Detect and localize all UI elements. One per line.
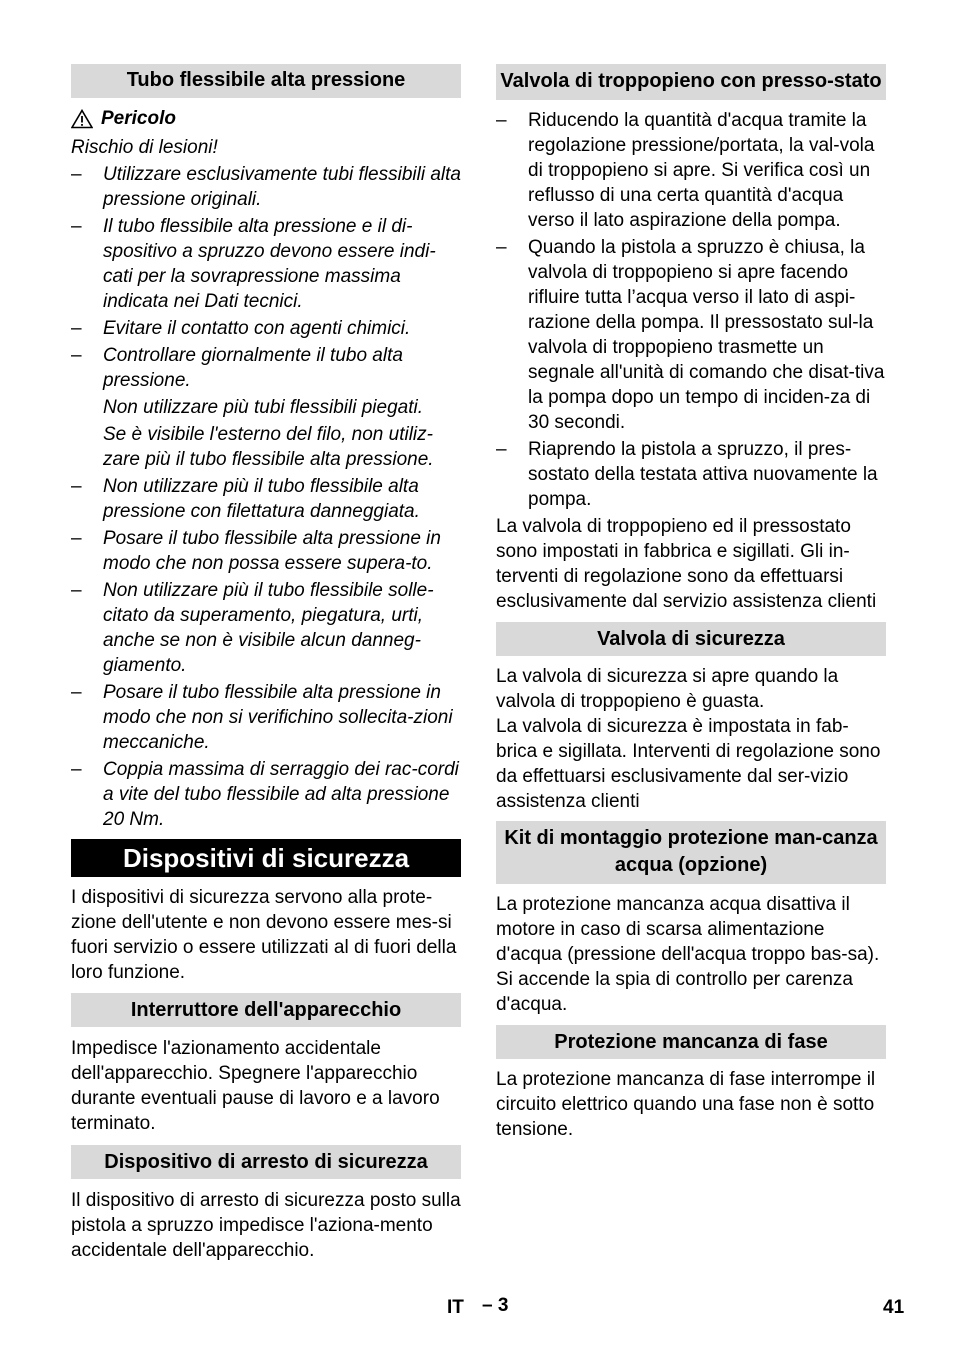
- dash: –: [71, 682, 82, 703]
- list-item: [71, 526, 461, 576]
- page-number: 41: [883, 1297, 905, 1318]
- protezione-fase-text: La protezione mancanza di fase interrompe il circuito elettrico quando una fase non è sotto tensione.: [496, 1069, 876, 1140]
- dash: –: [71, 476, 82, 497]
- heading-tubo-flessibile: Tubo flessibile alta pressione: [71, 64, 461, 98]
- list-item-text: Coppia massima di serraggio dei rac-cordi a vite del tubo flessibile ad alta pressione 20 Nm.: [103, 759, 459, 830]
- kit-text-1: La protezione mancanza acqua disattiva il motore in caso di scarsa alimentazione d'acqua (pressione dell'acqua troppo bas-sa).: [496, 894, 880, 965]
- heading-kit-protezione-acqua: Kit di montaggio protezione man-canza acqua (opzione): [496, 821, 886, 884]
- list-item: [71, 757, 461, 832]
- valvola-sicurezza-text-2: La valvola di sicurezza è impostata in fab-brica e sigillata. Interventi di regolazione sono da effettuarsi esclusivamente dal ser-vizio assistenza clienti: [496, 716, 881, 812]
- list-item: [71, 316, 461, 341]
- list-item: [496, 235, 886, 435]
- list-item-text: Riducendo la quantità d'acqua tramite la regolazione pressione/portata, la val-vola di troppopieno si apre. Si verifica così un reflusso di una certa quantità d'acqua verso il lato aspirazione della pompa.: [528, 110, 875, 231]
- left-column: [71, 64, 461, 1263]
- heading-arresto-sicurezza: Dispositivo di arresto di sicurezza: [71, 1145, 461, 1179]
- list-item-subtext: Non utilizzare più tubi flessibili piegati.: [103, 397, 423, 418]
- list-item-text: Non utilizzare più il tubo flessibile solle-citato da superamento, piegatura, urti, anche se non è visibile alcun danneg-giamento.: [103, 580, 434, 676]
- list-item-text: Quando la pistola a spruzzo è chiusa, la valvola di troppopieno si apre facendo rifluire tutta l’acqua verso il lato di aspi-razione della pompa. Il pressostato sul-la valvola di troppopieno trasmette un segnale all'unità di comando che disat-tiva la pompa dopo un tempo di inciden-za di 30 secondi.: [528, 237, 885, 433]
- heading-interruttore: Interruttore dell'apparecchio: [71, 993, 461, 1027]
- dash: –: [71, 528, 82, 549]
- dash: –: [71, 345, 82, 366]
- dash: –: [71, 318, 82, 339]
- list-item-text: Il tubo flessibile alta pressione e il di-spositivo a spruzzo devono essere indi-cati per la sovrapressione massima indicata nei Dati tecnici.: [103, 216, 436, 312]
- warning-label: [71, 106, 461, 131]
- list-item: [496, 108, 886, 233]
- list-item: [71, 162, 461, 212]
- list-item-text: Riaprendo la pistola a spruzzo, il pres-sostato della testata attiva nuovamente la pompa.: [528, 439, 878, 510]
- dispositivi-text: I dispositivi di sicurezza servono alla prote-zione dell'utente e non devono essere mes-si fuori servizio o essere utilizzati al di fuori della loro funzione.: [71, 887, 457, 983]
- dash: –: [71, 164, 82, 185]
- warning-triangle-icon: [71, 109, 93, 129]
- list-item: [71, 578, 461, 678]
- dash: –: [496, 439, 507, 460]
- warning-text: Rischio di lesioni!: [71, 137, 218, 158]
- list-item: [71, 343, 461, 472]
- list-item-subtext: Se è visibile l'esterno del filo, non utiliz-zare più il tubo flessibile alta pressione.: [103, 424, 434, 470]
- dash: –: [496, 110, 507, 131]
- kit-text-2: Si accende la spia di controllo per carenza d'acqua.: [496, 969, 853, 1015]
- right-column: [496, 64, 886, 1142]
- valvola-troppopieno-list: [496, 108, 886, 512]
- footer-language: IT: [447, 1297, 464, 1318]
- warning-title: Pericolo: [101, 108, 176, 129]
- list-item-text: Posare il tubo flessibile alta pressione in modo che non si verifichino sollecita-zioni meccaniche.: [103, 682, 453, 753]
- list-item: [71, 214, 461, 314]
- list-item: [496, 437, 886, 512]
- valvola-troppopieno-text: La valvola di troppopieno ed il pressostato sono impostati in fabbrica e sigillati. Gli in-terventi di regolazione sono da effettuarsi esclusivamente dal servizio assistenza clienti: [496, 516, 877, 612]
- valvola-sicurezza-text-1: La valvola di sicurezza si apre quando la valvola di troppopieno è guasta.: [496, 666, 839, 712]
- list-item: [71, 680, 461, 755]
- list-item: [71, 474, 461, 524]
- dash: –: [71, 580, 82, 601]
- list-item-text: Controllare giornalmente il tubo alta pressione.: [103, 345, 403, 391]
- dash: –: [71, 216, 82, 237]
- arresto-text: Il dispositivo di arresto di sicurezza posto sulla pistola a spruzzo impedisce l'aziona-mento accidentale dell'apparecchio.: [71, 1190, 461, 1261]
- dash: –: [496, 237, 507, 258]
- footer-section: – 3: [482, 1295, 509, 1316]
- heading-valvola-troppopieno: Valvola di troppopieno con presso-stato: [496, 64, 886, 100]
- list-item-text: Non utilizzare più il tubo flessibile alta pressione con filettatura danneggiata.: [103, 476, 420, 522]
- dash: –: [71, 759, 82, 780]
- list-item-text: Utilizzare esclusivamente tubi flessibili alta pressione originali.: [103, 164, 461, 210]
- list-item-text: Posare il tubo flessibile alta pressione in modo che non possa essere supera-to.: [103, 528, 441, 574]
- heading-protezione-fase: Protezione mancanza di fase: [496, 1025, 886, 1059]
- interruttore-text: Impedisce l'azionamento accidentale dell'apparecchio. Spegnere l'apparecchio durante eventuali pause di lavoro e a lavoro terminato.: [71, 1038, 440, 1134]
- heading-valvola-sicurezza: Valvola di sicurezza: [496, 622, 886, 656]
- tubo-list: [71, 162, 461, 832]
- list-item-text: Evitare il contatto con agenti chimici.: [103, 318, 411, 339]
- heading-dispositivi-sicurezza: Dispositivi di sicurezza: [71, 839, 461, 877]
